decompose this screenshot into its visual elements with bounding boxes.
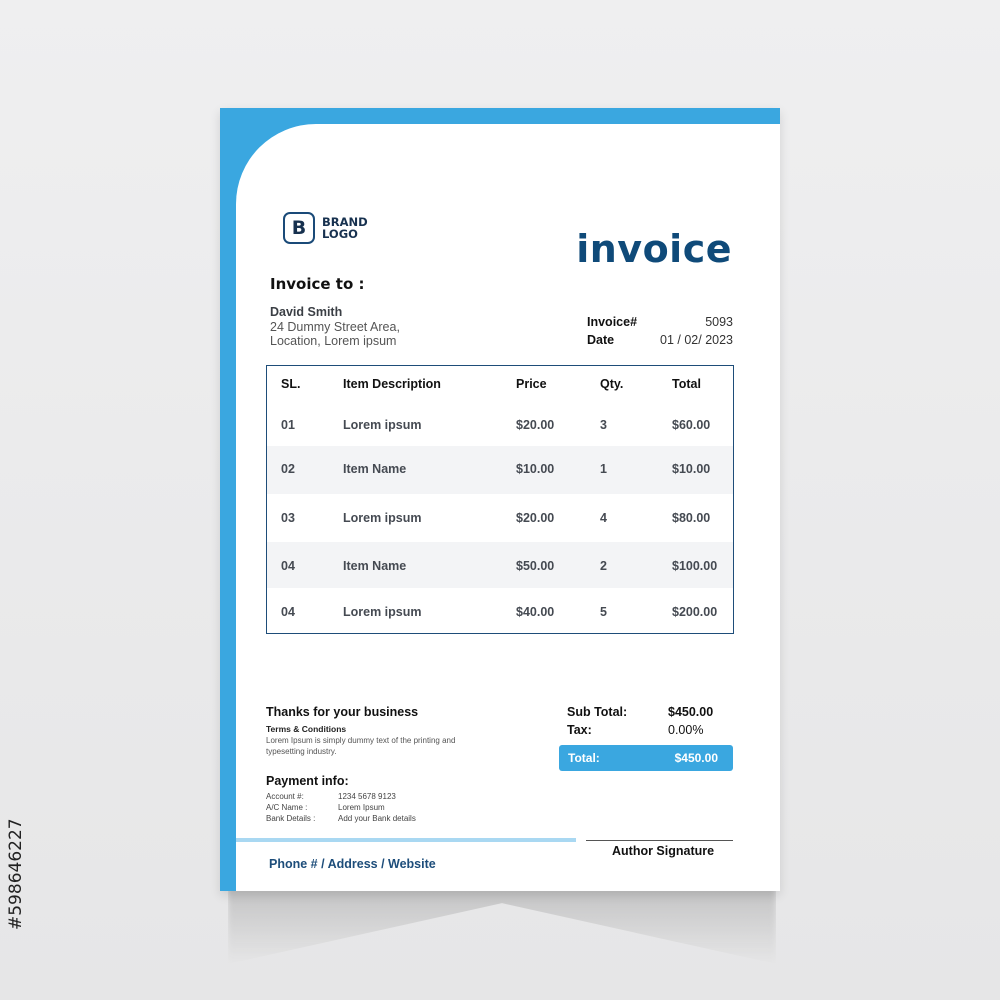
table-row — [267, 588, 733, 632]
row-qty: 2 — [600, 559, 607, 573]
client-address-line2: Location, Lorem ipsum — [270, 334, 397, 348]
account-name-label: A/C Name : — [266, 803, 308, 812]
row-price: $40.00 — [516, 605, 555, 619]
row-price: $20.00 — [516, 418, 555, 432]
paper-shadow — [228, 886, 776, 964]
table-row — [267, 402, 733, 446]
row-description: Lorem ipsum — [343, 605, 422, 619]
row-qty: 3 — [600, 418, 607, 432]
tax-label: Tax: — [567, 723, 592, 737]
subtotal-value: $450.00 — [668, 705, 714, 719]
grand-total-value: $450.00 — [674, 751, 718, 765]
row-sl: 03 — [281, 511, 295, 525]
subtotal-label: Sub Total: — [567, 705, 628, 719]
invoice-title: invoice — [576, 227, 732, 271]
row-description: Item Name — [343, 559, 407, 573]
column-header-price: Price — [516, 377, 547, 391]
row-total: $200.00 — [672, 605, 718, 619]
signature-line — [586, 840, 733, 841]
payment-heading: Payment info: — [266, 774, 349, 788]
table-row — [267, 446, 733, 494]
signature-label: Author Signature — [612, 844, 715, 858]
row-sl: 04 — [281, 559, 295, 573]
column-header-total: Total — [672, 377, 701, 391]
bank-details-label: Bank Details : — [266, 814, 316, 823]
account-label: Account #: — [266, 792, 304, 801]
row-total: $10.00 — [672, 462, 711, 476]
account-value: 1234 5678 9123 — [338, 792, 396, 801]
row-price: $10.00 — [516, 462, 555, 476]
row-qty: 1 — [600, 462, 607, 476]
invoice-document — [220, 108, 780, 891]
logo-mark: B — [283, 212, 315, 244]
row-sl: 04 — [281, 605, 295, 619]
invoice-date-value: 01 / 02/ 2023 — [660, 333, 733, 347]
terms-heading: Terms & Conditions — [266, 724, 347, 734]
terms-body: Lorem Ipsum is simply dummy text of the printing and typesetting industry. — [266, 736, 456, 756]
row-price: $50.00 — [516, 559, 555, 573]
grand-total-label: Total: — [568, 751, 600, 765]
invoice-number-value: 5093 — [705, 315, 733, 329]
row-description: Item Name — [343, 462, 407, 476]
invoice-number-label: Invoice# — [587, 315, 638, 329]
table-row — [267, 494, 733, 542]
row-qty: 5 — [600, 605, 607, 619]
client-address-line1: 24 Dummy Street Area, — [270, 320, 400, 334]
row-sl: 02 — [281, 462, 295, 476]
row-total: $80.00 — [672, 511, 711, 525]
bill-to-heading: Invoice to : — [270, 275, 365, 293]
account-name-value: Lorem Ipsum — [338, 803, 385, 812]
row-qty: 4 — [600, 511, 607, 525]
invoice-sheet — [236, 124, 780, 891]
row-total: $100.00 — [672, 559, 718, 573]
tax-value: 0.00% — [668, 723, 704, 737]
footer-accent-line — [236, 838, 576, 842]
logo-text: BRAND LOGO — [322, 215, 368, 241]
column-header-sl: SL. — [281, 377, 301, 391]
bank-details-value: Add your Bank details — [338, 814, 416, 823]
stock-id-label: #598646227 — [6, 818, 26, 930]
brand-logo — [283, 212, 374, 244]
row-description: Lorem ipsum — [343, 418, 422, 432]
column-header-qty: Qty. — [600, 377, 624, 391]
invoice-date-label: Date — [587, 333, 615, 347]
grand-total-bar — [559, 745, 733, 771]
client-name: David Smith — [270, 305, 343, 319]
row-price: $20.00 — [516, 511, 555, 525]
items-table — [266, 365, 734, 634]
contact-info: Phone # / Address / Website — [269, 857, 436, 871]
row-total: $60.00 — [672, 418, 711, 432]
column-header-description: Item Description — [343, 377, 441, 391]
thanks-message: Thanks for your business — [266, 705, 419, 719]
row-sl: 01 — [281, 418, 295, 432]
table-row — [267, 542, 733, 588]
row-description: Lorem ipsum — [343, 511, 422, 525]
